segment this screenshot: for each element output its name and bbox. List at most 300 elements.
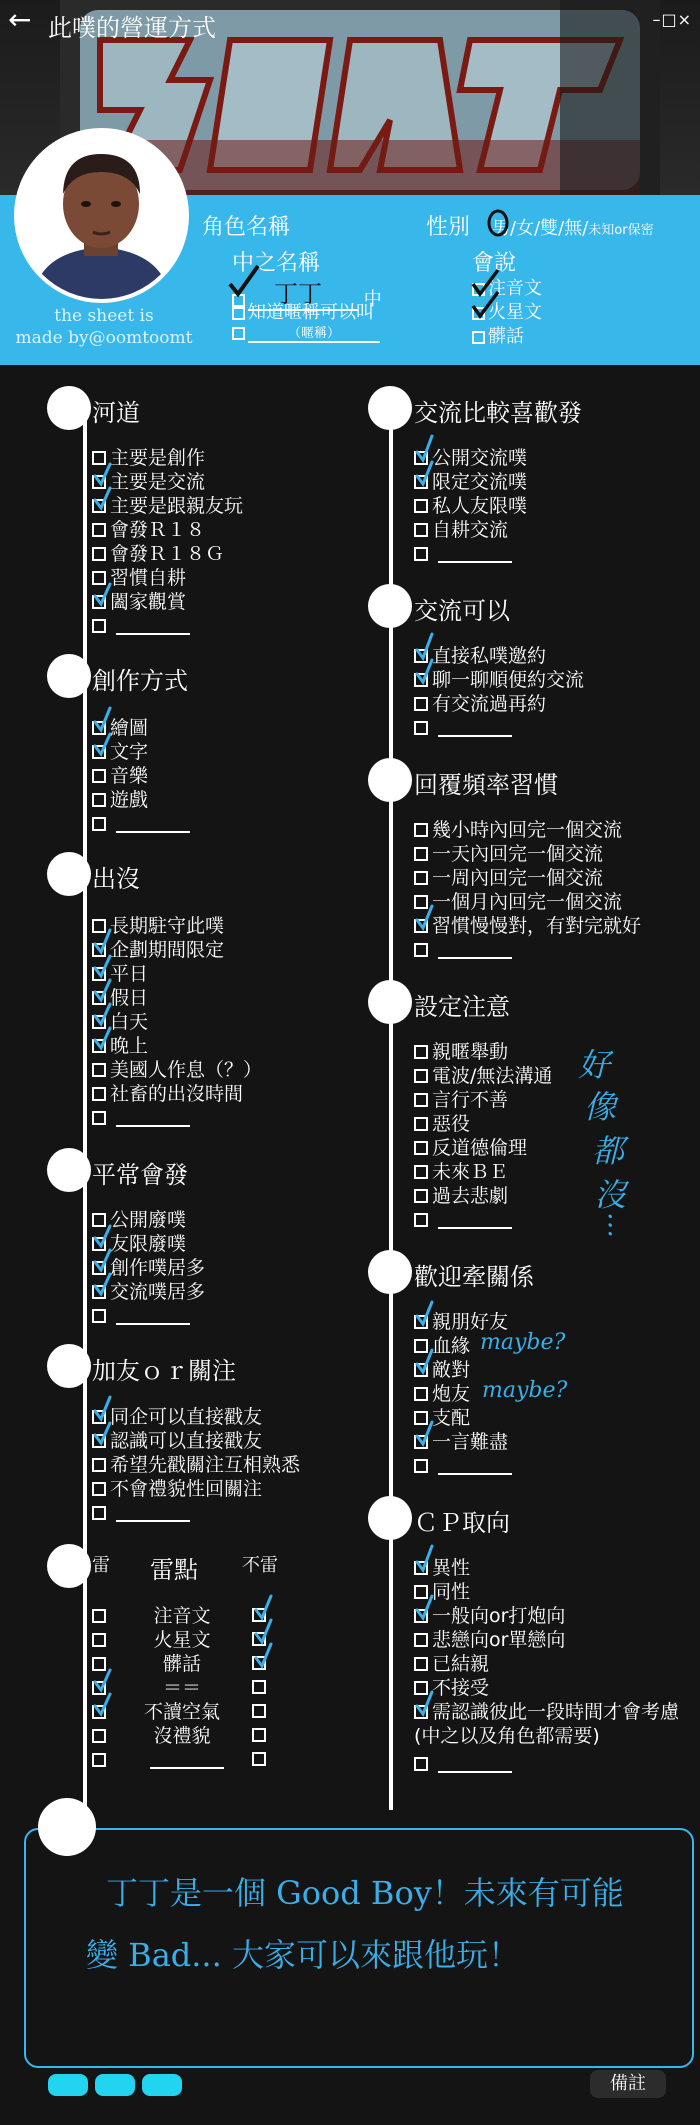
checkbox[interactable] bbox=[414, 823, 428, 837]
checkbox[interactable] bbox=[92, 1087, 106, 1101]
option-label: 社畜的出沒時間 bbox=[110, 1083, 244, 1105]
checkbox-not-trigger[interactable] bbox=[252, 1728, 266, 1742]
option-label: 一周內回完一個交流 bbox=[432, 867, 604, 889]
trigger-label: 火星文 bbox=[153, 1629, 211, 1651]
checkbox[interactable] bbox=[92, 547, 106, 561]
checkbox[interactable] bbox=[92, 991, 106, 1005]
section-dot bbox=[47, 1344, 91, 1388]
exchange-pref-option-2[interactable] bbox=[414, 470, 527, 494]
blank-line[interactable] bbox=[438, 1227, 512, 1229]
checkbox[interactable] bbox=[414, 499, 428, 513]
trigger-row-5[interactable] bbox=[92, 1700, 272, 1724]
trigger-label: 髒話 bbox=[162, 1653, 201, 1675]
rivers-option-7[interactable] bbox=[92, 590, 186, 614]
checkbox[interactable] bbox=[414, 721, 428, 735]
rivers-option-3[interactable] bbox=[92, 494, 243, 518]
check-mark-icon bbox=[470, 290, 500, 320]
section-title-creation: 創作方式 bbox=[92, 667, 188, 695]
checkbox[interactable] bbox=[92, 1261, 106, 1275]
checkbox[interactable] bbox=[92, 475, 106, 489]
section-title-relations: 歡迎牽關係 bbox=[414, 1263, 534, 1291]
reply-option-1[interactable] bbox=[414, 818, 622, 842]
nickname-option[interactable] bbox=[232, 298, 374, 324]
checkbox[interactable] bbox=[92, 1458, 106, 1472]
creation-option-3[interactable] bbox=[92, 764, 148, 788]
settings-option-7[interactable] bbox=[414, 1184, 508, 1208]
checkbox[interactable] bbox=[92, 1285, 106, 1299]
option-label: 會發Ｒ１８Ｇ bbox=[110, 543, 225, 565]
checkbox[interactable] bbox=[414, 919, 428, 933]
checkbox-trigger[interactable] bbox=[92, 1753, 106, 1767]
cp-option-3[interactable] bbox=[414, 1604, 565, 1628]
nickname-field-checkbox[interactable] bbox=[232, 327, 245, 340]
avatar bbox=[14, 128, 189, 303]
option-label: 幾小時內回完一個交流 bbox=[432, 819, 623, 841]
credit-line-1: the sheet is bbox=[54, 306, 154, 326]
option-label: 同企可以直接戳友 bbox=[110, 1406, 263, 1428]
note-dot bbox=[38, 1798, 96, 1856]
chinese-name-label: 中之名稱 bbox=[232, 251, 321, 276]
checkbox[interactable] bbox=[92, 919, 106, 933]
option-label: 需認識彼此一段時間才會考慮 bbox=[432, 1701, 680, 1723]
chinese-name-value: 丁丁 bbox=[248, 274, 358, 311]
rivers-option-blank[interactable] bbox=[92, 614, 190, 638]
handwritten-note-char: 都 bbox=[592, 1132, 625, 1170]
checkbox[interactable] bbox=[92, 619, 106, 633]
check-mark-icon bbox=[226, 262, 262, 298]
checkbox[interactable] bbox=[414, 475, 428, 489]
checkbox[interactable] bbox=[92, 1410, 106, 1424]
presence-option-7[interactable] bbox=[92, 1058, 262, 1082]
note-line-2: 變 Bad... 大家可以來跟他玩！ bbox=[86, 1936, 520, 1974]
exchange-ok-option-2[interactable] bbox=[414, 668, 584, 692]
checkbox[interactable] bbox=[414, 1339, 428, 1353]
blank-line[interactable] bbox=[116, 1323, 190, 1325]
cp-option-5[interactable] bbox=[414, 1652, 489, 1676]
exchange-pref-option-1[interactable] bbox=[414, 446, 527, 470]
section-title-presence: 出沒 bbox=[92, 865, 140, 893]
checkbox[interactable] bbox=[414, 523, 428, 537]
cp-option-1[interactable] bbox=[414, 1556, 470, 1580]
option-label: 悲戀向or單戀向 bbox=[432, 1629, 566, 1651]
rivers-option-1[interactable] bbox=[92, 446, 205, 470]
option-label: 炮友 bbox=[432, 1383, 471, 1405]
language-text-1: 注音文 bbox=[488, 278, 542, 299]
presence-option-1[interactable] bbox=[92, 914, 224, 938]
nickname-field[interactable] bbox=[232, 322, 380, 343]
option-label: 文字 bbox=[110, 741, 149, 763]
section-title-friends: 加友ｏｒ關注 bbox=[92, 1357, 236, 1385]
option-label: 不會禮貌性回關注 bbox=[110, 1478, 263, 1500]
rivers-option-2[interactable] bbox=[92, 470, 205, 494]
checkbox[interactable] bbox=[414, 1141, 428, 1155]
checkbox[interactable] bbox=[92, 745, 106, 759]
option-label: 敵對 bbox=[432, 1359, 471, 1381]
option-label: 過去悲劇 bbox=[432, 1185, 509, 1207]
checkbox[interactable] bbox=[414, 1585, 428, 1599]
option-label: 私人友限噗 bbox=[432, 495, 528, 517]
settings-option-blank[interactable] bbox=[414, 1208, 512, 1232]
option-label: 繪圖 bbox=[110, 717, 149, 739]
checkbox[interactable] bbox=[414, 1093, 428, 1107]
option-label: 長期駐守此噗 bbox=[110, 915, 225, 937]
option-label: 習慣自耕 bbox=[110, 567, 187, 589]
trigger-label: 注音文 bbox=[153, 1605, 211, 1627]
sheet-credit bbox=[14, 305, 194, 349]
option-label: 親暱舉動 bbox=[432, 1041, 509, 1063]
option-label: 美國人作息（？） bbox=[110, 1059, 263, 1081]
checkbox[interactable] bbox=[92, 1434, 106, 1448]
language-option-3[interactable] bbox=[472, 322, 524, 348]
gender-label: 性別 bbox=[426, 215, 471, 240]
handwritten-maybe-2: maybe? bbox=[482, 1378, 568, 1403]
presence-option-2[interactable] bbox=[92, 938, 224, 962]
cp-option-6[interactable] bbox=[414, 1676, 489, 1700]
reply-option-4[interactable] bbox=[414, 890, 622, 914]
option-label: 遊戲 bbox=[110, 789, 149, 811]
checkbox[interactable] bbox=[414, 1657, 428, 1671]
option-label: 一般向or打炮向 bbox=[432, 1605, 566, 1627]
nickname-blank: （暱稱） bbox=[248, 322, 380, 343]
checkbox[interactable] bbox=[414, 1045, 428, 1059]
checkbox[interactable] bbox=[414, 1213, 428, 1227]
settings-option-3[interactable] bbox=[414, 1088, 508, 1112]
option-label: 聊一聊順便約交流 bbox=[432, 669, 585, 691]
checkbox[interactable] bbox=[92, 1213, 106, 1227]
exchange-pref-option-4[interactable] bbox=[414, 518, 508, 542]
checkbox[interactable] bbox=[414, 871, 428, 885]
usual-option-3[interactable] bbox=[92, 1256, 205, 1280]
option-label: 一天內回完一個交流 bbox=[432, 843, 604, 865]
trigger-row-4[interactable] bbox=[92, 1676, 272, 1700]
chinese-name-suffix: 中 bbox=[363, 289, 382, 310]
checkbox[interactable] bbox=[414, 1705, 428, 1719]
checkbox[interactable] bbox=[92, 595, 106, 609]
gender-options[interactable] bbox=[492, 214, 654, 240]
usual-option-4[interactable] bbox=[92, 1280, 205, 1304]
handwritten-note-char: … bbox=[602, 1212, 632, 1238]
credit-line-2: made by@oomtoomt bbox=[15, 328, 193, 348]
languages-label: 會說 bbox=[472, 251, 517, 276]
option-label: 異性 bbox=[432, 1557, 471, 1579]
cp-option-2[interactable] bbox=[414, 1580, 470, 1604]
checkbox[interactable] bbox=[414, 649, 428, 663]
nickname-checkbox[interactable] bbox=[232, 307, 245, 320]
trigger-row-2[interactable] bbox=[92, 1628, 272, 1652]
section-dot bbox=[47, 654, 91, 698]
section-title-rivers: 河道 bbox=[92, 399, 140, 427]
left-timeline bbox=[83, 400, 87, 1810]
checkbox[interactable] bbox=[92, 451, 106, 465]
section-dot bbox=[368, 980, 412, 1024]
option-label: 企劃期間限定 bbox=[110, 939, 225, 961]
rivers-option-4[interactable] bbox=[92, 518, 205, 542]
section-dot bbox=[368, 584, 412, 628]
checkbox[interactable] bbox=[92, 1482, 106, 1496]
checkbox[interactable] bbox=[92, 943, 106, 957]
language-checkbox-3[interactable] bbox=[472, 331, 485, 344]
presence-option-6[interactable] bbox=[92, 1034, 148, 1058]
window-controls[interactable]: –□× bbox=[652, 10, 692, 29]
checkbox[interactable] bbox=[414, 1189, 428, 1203]
trigger-no-label: 不雷 bbox=[242, 1555, 278, 1576]
section-title-settings: 設定注意 bbox=[414, 993, 510, 1021]
checkbox[interactable] bbox=[92, 1506, 106, 1520]
cp-option-blank[interactable] bbox=[414, 1752, 512, 1776]
section-dot bbox=[368, 1496, 412, 1540]
option-label: 同性 bbox=[432, 1581, 471, 1603]
checkbox-not-trigger[interactable] bbox=[252, 1656, 266, 1670]
cp-option-7[interactable] bbox=[414, 1700, 679, 1724]
option-label: 假日 bbox=[110, 987, 149, 1009]
presence-option-8[interactable] bbox=[92, 1082, 243, 1106]
option-label: 公開交流噗 bbox=[432, 447, 528, 469]
page-indicator-1[interactable] bbox=[48, 2074, 88, 2096]
trigger-yes-label: 雷 bbox=[92, 1555, 110, 1576]
exchange-ok-option-blank[interactable] bbox=[414, 716, 512, 740]
relations-option-5[interactable] bbox=[414, 1406, 470, 1430]
option-label: 認識可以直接戳友 bbox=[110, 1430, 263, 1452]
checkbox[interactable] bbox=[414, 1459, 428, 1473]
checkbox[interactable] bbox=[414, 1681, 428, 1695]
friends-option-2[interactable] bbox=[92, 1429, 262, 1453]
option-label: 一個月內回完一個交流 bbox=[432, 891, 623, 913]
rivers-option-5[interactable] bbox=[92, 542, 224, 566]
option-label: 主要是交流 bbox=[110, 471, 206, 493]
trigger-label: 沒禮貌 bbox=[153, 1725, 211, 1747]
blank-line[interactable] bbox=[116, 1125, 190, 1127]
checkbox[interactable] bbox=[414, 1561, 428, 1575]
blank-line[interactable] bbox=[438, 957, 512, 959]
blank-line[interactable] bbox=[116, 1520, 190, 1522]
blank-line[interactable] bbox=[438, 1771, 512, 1773]
trigger-row-3[interactable] bbox=[92, 1652, 272, 1676]
checkbox[interactable] bbox=[414, 1633, 428, 1647]
blank-line[interactable] bbox=[438, 735, 512, 737]
section-dot bbox=[47, 852, 91, 896]
settings-option-4[interactable] bbox=[414, 1112, 470, 1136]
handwritten-note-char: 沒 bbox=[594, 1176, 627, 1214]
friends-option-blank[interactable] bbox=[92, 1501, 190, 1525]
checkbox-not-trigger[interactable] bbox=[252, 1632, 266, 1646]
handwritten-maybe-1: maybe? bbox=[480, 1330, 566, 1355]
relations-option-3[interactable] bbox=[414, 1358, 470, 1382]
checkbox[interactable] bbox=[92, 1015, 106, 1029]
section-title-exchange-pref: 交流比較喜歡發 bbox=[414, 399, 582, 427]
checkbox-not-trigger[interactable] bbox=[252, 1608, 266, 1622]
checkbox[interactable] bbox=[414, 1411, 428, 1425]
creation-option-1[interactable] bbox=[92, 716, 148, 740]
presence-option-4[interactable] bbox=[92, 986, 148, 1010]
note-box[interactable] bbox=[24, 1828, 694, 2068]
cp-option-note: (中之以及角色都需要) bbox=[414, 1725, 600, 1747]
usual-option-blank[interactable] bbox=[92, 1304, 190, 1328]
usual-option-2[interactable] bbox=[92, 1232, 186, 1256]
creation-option-blank[interactable] bbox=[92, 812, 190, 836]
note-line-1: 丁丁是一個 Good Boy！未來有可能 bbox=[106, 1874, 624, 1912]
checkbox-not-trigger[interactable] bbox=[252, 1704, 266, 1718]
exchange-pref-option-3[interactable] bbox=[414, 494, 527, 518]
checkbox[interactable] bbox=[414, 1165, 428, 1179]
section-title-cp: ＣＰ取向 bbox=[414, 1509, 510, 1537]
checkbox[interactable] bbox=[414, 1315, 428, 1329]
option-label: 惡役 bbox=[432, 1113, 471, 1135]
trigger-label: 不讀空氣 bbox=[143, 1701, 220, 1723]
relations-option-6[interactable] bbox=[414, 1430, 508, 1454]
section-dot bbox=[47, 386, 91, 430]
handwritten-note-char: 好 bbox=[578, 1046, 611, 1084]
usual-option-1[interactable] bbox=[92, 1208, 186, 1232]
checkbox[interactable] bbox=[414, 895, 428, 909]
checkbox[interactable] bbox=[414, 1117, 428, 1131]
checkbox[interactable] bbox=[92, 817, 106, 831]
option-label: 已結親 bbox=[432, 1653, 490, 1675]
option-label: 創作噗居多 bbox=[110, 1257, 206, 1279]
option-label: 反道德倫理 bbox=[432, 1137, 528, 1159]
checkbox[interactable] bbox=[92, 1309, 106, 1323]
checkbox[interactable] bbox=[92, 523, 106, 537]
character-name-label: 角色名稱 bbox=[202, 215, 291, 240]
option-label: 血緣 bbox=[432, 1335, 471, 1357]
option-label: 主要是創作 bbox=[110, 447, 206, 469]
exchange-ok-option-1[interactable] bbox=[414, 644, 546, 668]
checkbox[interactable] bbox=[92, 967, 106, 981]
reply-option-2[interactable] bbox=[414, 842, 603, 866]
section-title-reply: 回覆頻率習慣 bbox=[414, 771, 558, 799]
checkbox[interactable] bbox=[92, 571, 106, 585]
section-title-triggers: 雷點 bbox=[150, 1556, 198, 1584]
checkbox[interactable] bbox=[414, 1609, 428, 1623]
option-label: 自耕交流 bbox=[432, 519, 509, 541]
section-title-usual: 平常會發 bbox=[92, 1161, 188, 1189]
reply-option-5[interactable] bbox=[414, 914, 641, 938]
relations-option-blank[interactable] bbox=[414, 1454, 512, 1478]
checkbox[interactable] bbox=[414, 1387, 428, 1401]
friends-option-3[interactable] bbox=[92, 1453, 300, 1477]
friends-option-4[interactable] bbox=[92, 1477, 262, 1501]
language-text-3: 髒話 bbox=[488, 326, 524, 347]
settings-option-1[interactable] bbox=[414, 1040, 508, 1064]
blank-line[interactable] bbox=[150, 1767, 224, 1769]
trigger-label: ＝＝ bbox=[162, 1677, 201, 1699]
section-dot bbox=[47, 1544, 91, 1588]
blank-line[interactable] bbox=[438, 561, 512, 563]
checkbox[interactable] bbox=[92, 721, 106, 735]
option-label: 交流噗居多 bbox=[110, 1281, 206, 1303]
checkbox[interactable] bbox=[92, 1111, 106, 1125]
checkbox[interactable] bbox=[92, 769, 106, 783]
page-indicator-3[interactable] bbox=[142, 2074, 182, 2096]
presence-option-5[interactable] bbox=[92, 1010, 148, 1034]
rivers-option-6[interactable] bbox=[92, 566, 186, 590]
section-dot bbox=[47, 1148, 91, 1192]
checkbox[interactable] bbox=[92, 499, 106, 513]
handwritten-note-char: 像 bbox=[584, 1088, 617, 1126]
presence-option-3[interactable] bbox=[92, 962, 148, 986]
blank-line[interactable] bbox=[438, 1473, 512, 1475]
reply-option-blank[interactable] bbox=[414, 938, 512, 962]
option-label: 會發Ｒ１８ bbox=[110, 519, 206, 541]
settings-option-5[interactable] bbox=[414, 1136, 527, 1160]
section-dot bbox=[368, 758, 412, 802]
checkbox[interactable] bbox=[414, 697, 428, 711]
settings-option-6[interactable] bbox=[414, 1160, 508, 1184]
option-label: 白天 bbox=[110, 1011, 149, 1033]
checkbox-not-trigger[interactable] bbox=[252, 1680, 266, 1694]
trigger-row-1[interactable] bbox=[92, 1604, 272, 1628]
checkbox[interactable] bbox=[414, 1069, 428, 1083]
checkbox[interactable] bbox=[92, 1039, 106, 1053]
checkbox[interactable] bbox=[414, 847, 428, 861]
language-text-2: 火星文 bbox=[488, 302, 542, 323]
checkbox[interactable] bbox=[92, 793, 106, 807]
cp-option-4[interactable] bbox=[414, 1628, 565, 1652]
nickname-text: 知道暱稱可以叫 bbox=[248, 302, 374, 323]
option-label: 主要是跟親友玩 bbox=[110, 495, 244, 517]
trigger-row-6[interactable] bbox=[92, 1724, 272, 1748]
checkbox[interactable] bbox=[414, 1363, 428, 1377]
option-label: 電波/無法溝通 bbox=[432, 1065, 553, 1087]
option-label: 習慣慢慢對，有對完就好 bbox=[432, 915, 642, 937]
option-label: 親朋好友 bbox=[432, 1311, 509, 1333]
page-title: 此噗的營運方式 bbox=[48, 14, 216, 42]
section-title-exchange-ok: 交流可以 bbox=[414, 597, 510, 625]
avatar-portrait bbox=[18, 132, 185, 299]
option-label: 友限廢噗 bbox=[110, 1233, 187, 1255]
option-label: 平日 bbox=[110, 963, 149, 985]
exchange-pref-option-blank[interactable] bbox=[414, 542, 512, 566]
creation-option-2[interactable] bbox=[92, 740, 148, 764]
friends-option-1[interactable] bbox=[92, 1405, 262, 1429]
section-dot bbox=[368, 1250, 412, 1294]
relations-option-4[interactable] bbox=[414, 1382, 470, 1406]
checkbox[interactable] bbox=[414, 451, 428, 465]
checkbox-not-trigger[interactable] bbox=[252, 1752, 266, 1766]
checkbox[interactable] bbox=[92, 1063, 106, 1077]
reply-option-3[interactable] bbox=[414, 866, 603, 890]
settings-option-2[interactable] bbox=[414, 1064, 552, 1088]
option-label: 音樂 bbox=[110, 765, 149, 787]
presence-option-blank[interactable] bbox=[92, 1106, 190, 1130]
page-indicator-2[interactable] bbox=[95, 2074, 135, 2096]
creation-option-4[interactable] bbox=[92, 788, 148, 812]
checkbox[interactable] bbox=[414, 673, 428, 687]
option-label: 不接受 bbox=[432, 1677, 490, 1699]
remarks-button[interactable]: 備註 bbox=[590, 2070, 666, 2098]
option-label: 未來ＢＥ bbox=[432, 1161, 509, 1183]
checkbox[interactable] bbox=[414, 547, 428, 561]
blank-line[interactable] bbox=[116, 831, 190, 833]
trigger-row-blank[interactable] bbox=[92, 1748, 272, 1772]
option-label: 有交流過再約 bbox=[432, 693, 547, 715]
checkbox[interactable] bbox=[414, 1757, 428, 1771]
gender-circle-mark bbox=[486, 208, 512, 238]
option-label: 晚上 bbox=[110, 1035, 149, 1057]
gender-extra-text: 未知or保密 bbox=[588, 223, 654, 238]
option-label: 希望先戳關注互相熟悉 bbox=[110, 1454, 301, 1476]
back-arrow-icon[interactable]: ← bbox=[8, 3, 32, 36]
checkbox[interactable] bbox=[414, 1435, 428, 1449]
option-label: 限定交流噗 bbox=[432, 471, 528, 493]
section-dot bbox=[368, 386, 412, 430]
option-label: 公開廢噗 bbox=[110, 1209, 187, 1231]
checkbox[interactable] bbox=[92, 1237, 106, 1251]
exchange-ok-option-3[interactable] bbox=[414, 692, 546, 716]
option-label: 闔家觀賞 bbox=[110, 591, 187, 613]
relations-option-2[interactable] bbox=[414, 1334, 470, 1358]
blank-line[interactable] bbox=[116, 633, 190, 635]
checkbox[interactable] bbox=[414, 943, 428, 957]
